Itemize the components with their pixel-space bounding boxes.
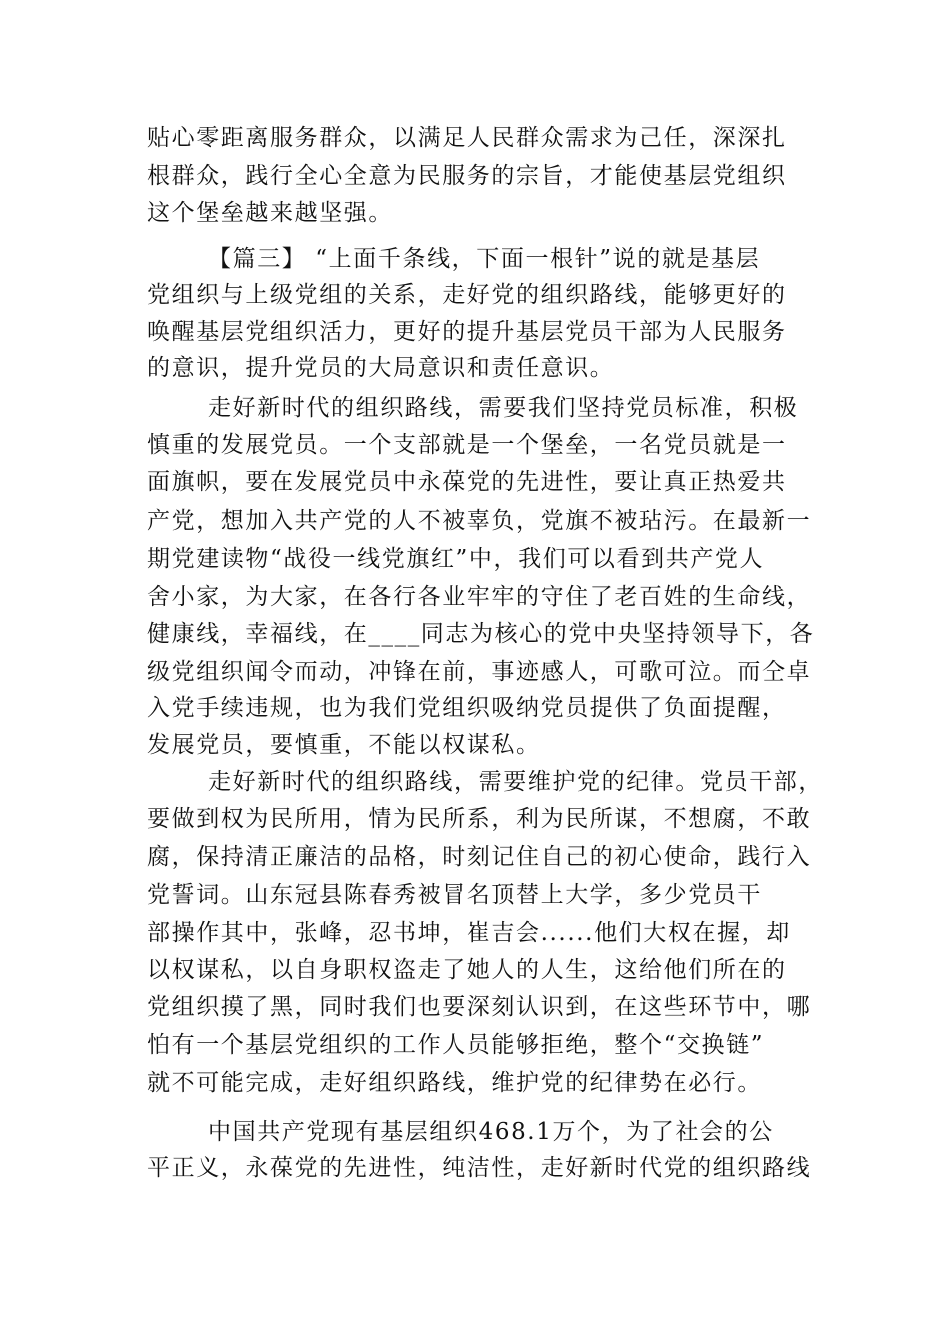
paragraph-start-line: 中国共产党现有基层组织468.1万个，为了社会的公 [208, 1119, 774, 1145]
text-line: 入党手续违规，也为我们党组织吸纳党员提供了负面提醒， [147, 695, 787, 721]
text-line: 根群众，践行全心全意为民服务的宗旨，才能使基层党组织 [147, 163, 787, 189]
text-line: 要做到权为民所用，情为民所系，利为民所谋，不想腐，不敢 [147, 806, 812, 832]
text-line: 发展党员，要慎重，不能以权谋私。 [147, 732, 541, 758]
section-heading-line: 【篇三】 “上面千条线，下面一根针”说的就是基层 [208, 246, 761, 272]
paragraph-start-line: 走好新时代的组织路线，需要维护党的纪律。党员干部， [208, 769, 823, 795]
text-line: 舍小家，为大家，在各行各业牢牢的守住了老百姓的生命线， [147, 584, 812, 610]
text-line: 党组织摸了黑，同时我们也要深刻认识到，在这些环节中，哪 [147, 994, 812, 1020]
text-line: 唤醒基层党组织活力，更好的提升基层党员干部为人民服务 [147, 319, 787, 345]
text-line: 党组织与上级党组的关系，走好党的组织路线，能够更好的 [147, 282, 787, 308]
text-line: 平正义，永葆党的先进性，纯洁性，走好新时代党的组织路线 [147, 1155, 812, 1181]
text-line: 期党建读物“战役一线党旗红”中，我们可以看到共产党人 [147, 546, 765, 572]
text-line: 面旗帜，要在发展党员中永葆党的先进性，要让真正热爱共 [147, 469, 787, 495]
text-line: 部操作其中，张峰，忍书坤，崔吉会......他们大权在握，却 [147, 920, 791, 946]
text-line: 的意识，提升党员的大局意识和责任意识。 [147, 355, 615, 381]
text-line: 产党，想加入共产党的人不被辜负，党旗不被玷污。在最新一 [147, 508, 812, 534]
text-line: 慎重的发展党员。一个支部就是一个堡垒，一名党员就是一 [147, 432, 787, 458]
text-line: 党誓词。山东冠县陈春秀被冒名顶替上大学，多少党员干 [147, 882, 762, 908]
text-line: 以权谋私，以自身职权盗走了她人的人生，这给他们所在的 [147, 957, 787, 983]
text-line: 健康线，幸福线，在____同志为核心的党中央坚持领导下，各 [147, 621, 815, 647]
text-line: 级党组织闻令而动，冲锋在前，事迹感人，可歌可泣。而仝卓 [147, 659, 812, 685]
text-line: 这个堡垒越来越坚强。 [147, 200, 393, 226]
paragraph-start-line: 走好新时代的组织路线，需要我们坚持党员标准，积极 [208, 395, 799, 421]
text-line: 腐，保持清正廉洁的品格，时刻记住自己的初心使命，践行入 [147, 844, 812, 870]
text-line: 贴心零距离服务群众，以满足人民群众需求为己任，深深扎 [147, 125, 787, 151]
text-line: 怕有一个基层党组织的工作人员能够拒绝，整个“交换链” [147, 1032, 765, 1058]
text-line: 就不可能完成，走好组织路线，维护党的纪律势在必行。 [147, 1070, 762, 1096]
